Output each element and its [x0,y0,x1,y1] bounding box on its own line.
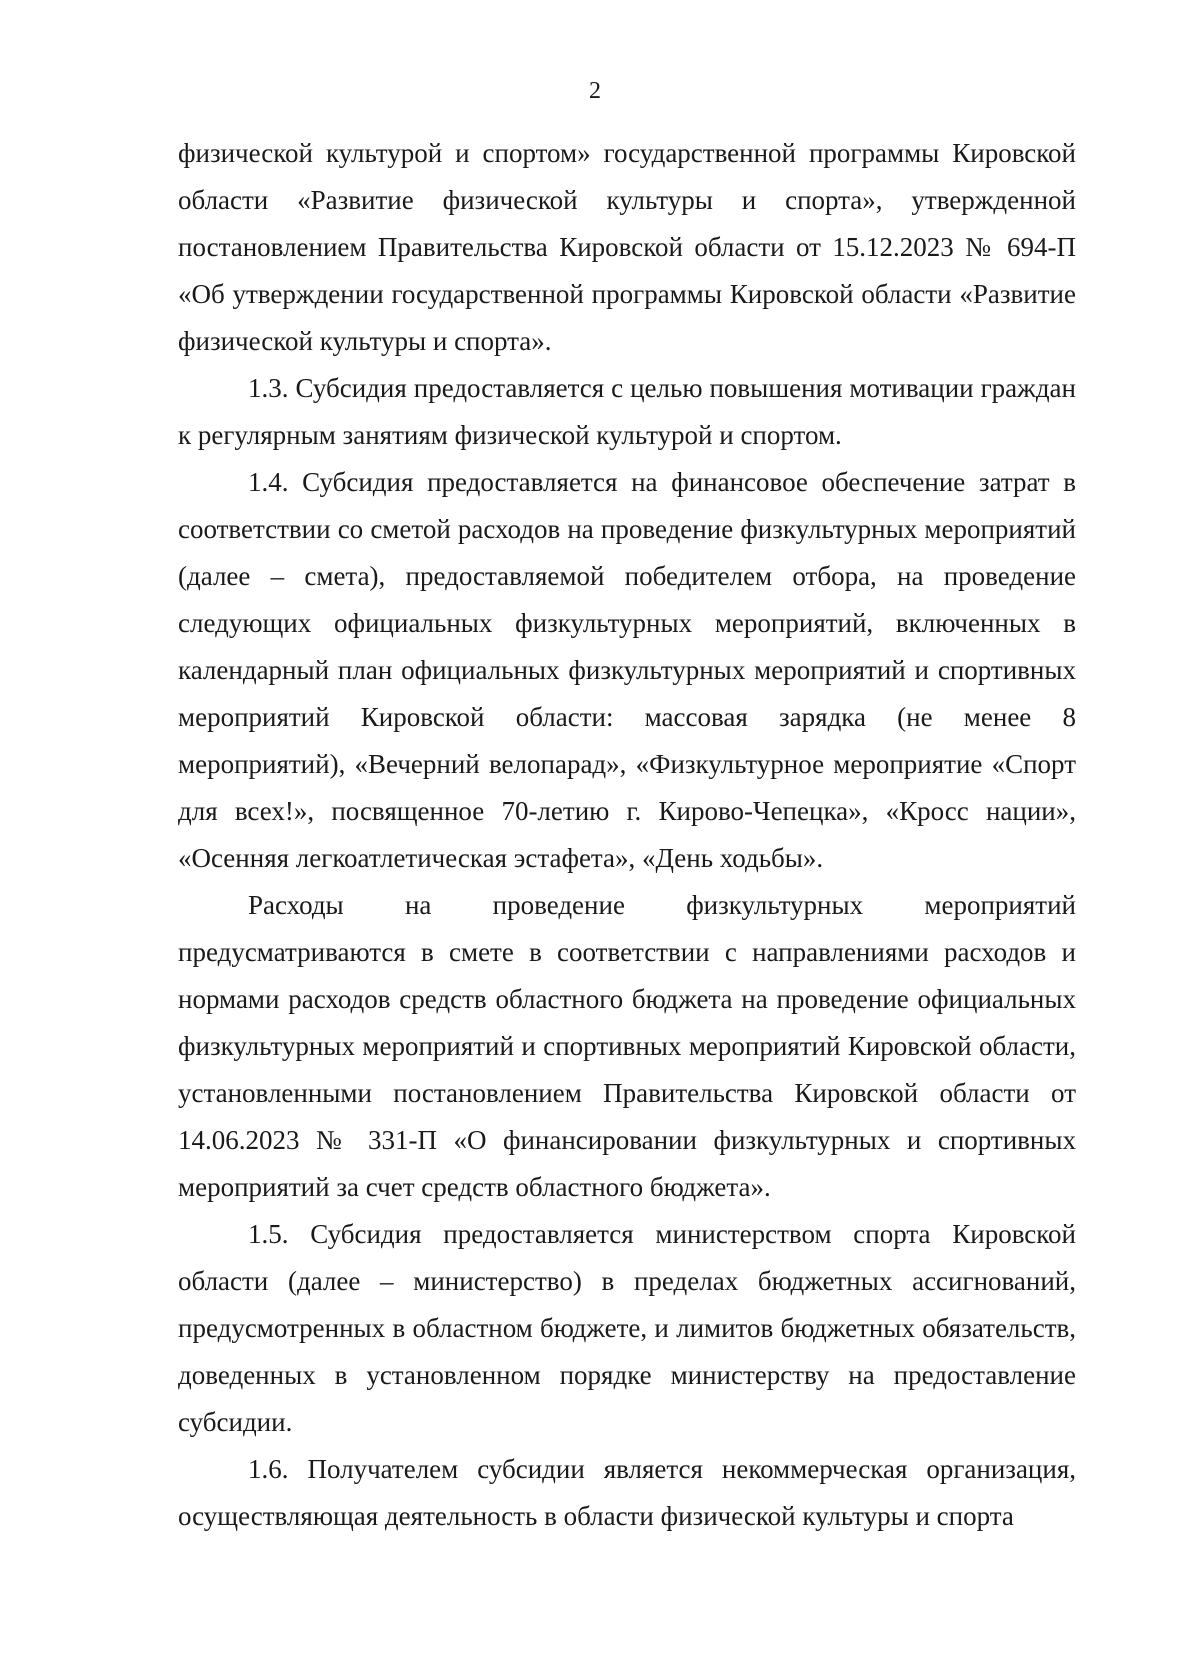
paragraph-expenses: Расходы на проведение физкультурных мероприятий предусматриваются в смете в соответствии с направлениями расходов и нормами расходов средств областного бюджета на проведение официальных физкультурных мероприятий и спортивных мероприятий Кировской области, установленными постановлением Правительства Кировской области от 14.06.2023 № 331-П «О финансировании физкультурных и спортивных мероприятий за счет средств областного бюджета». [178,890,1076,1202]
page-number: 2 [589,78,601,104]
paragraph-1-3: 1.3. Субсидия предоставляется с целью повышения мотивации граждан к регулярным занятиям физической культурой и спортом. [178,373,1076,450]
paragraph-continuation: физической культурой и спортом» государственной программы Кировской области «Развитие физической культуры и спорта», утвержденной постановлением Правительства Кировской области от 15.12.2023 № 694-П «Об утверждении государственной программы Кировской области «Развитие физической культуры и спорта». [178,138,1076,356]
document-body [178,130,1076,1540]
paragraph-1-5: 1.5. Субсидия предоставляется министерством спорта Кировской области (далее – министерство) в пределах бюджетных ассигнований, предусмотренных в областном бюджете, и лимитов бюджетных обязательств, доведенных в установленном порядке министерству на предоставление субсидии. [178,1219,1076,1437]
paragraph-1-6: 1.6. Получателем субсидии является некоммерческая организация, осуществляющая деятельность в области физической культуры и спорта [178,1454,1076,1531]
paragraph-1-4: 1.4. Субсидия предоставляется на финансовое обеспечение затрат в соответствии со сметой расходов на проведение физкультурных мероприятий (далее – смета), предоставляемой победителем отбора, на проведение следующих официальных физкультурных мероприятий, включенных в календарный план официальных физкультурных мероприятий и спортивных мероприятий Кировской области: массовая зарядка (не менее 8 мероприятий), «Вечерний велопарад», «Физкультурное мероприятие «Спорт для всех!», посвященное 70-летию г. Кирово-Чепецка», «Кросс нации», «Осенняя легкоатлетическая эстафета», «День ходьбы». [178,467,1076,873]
